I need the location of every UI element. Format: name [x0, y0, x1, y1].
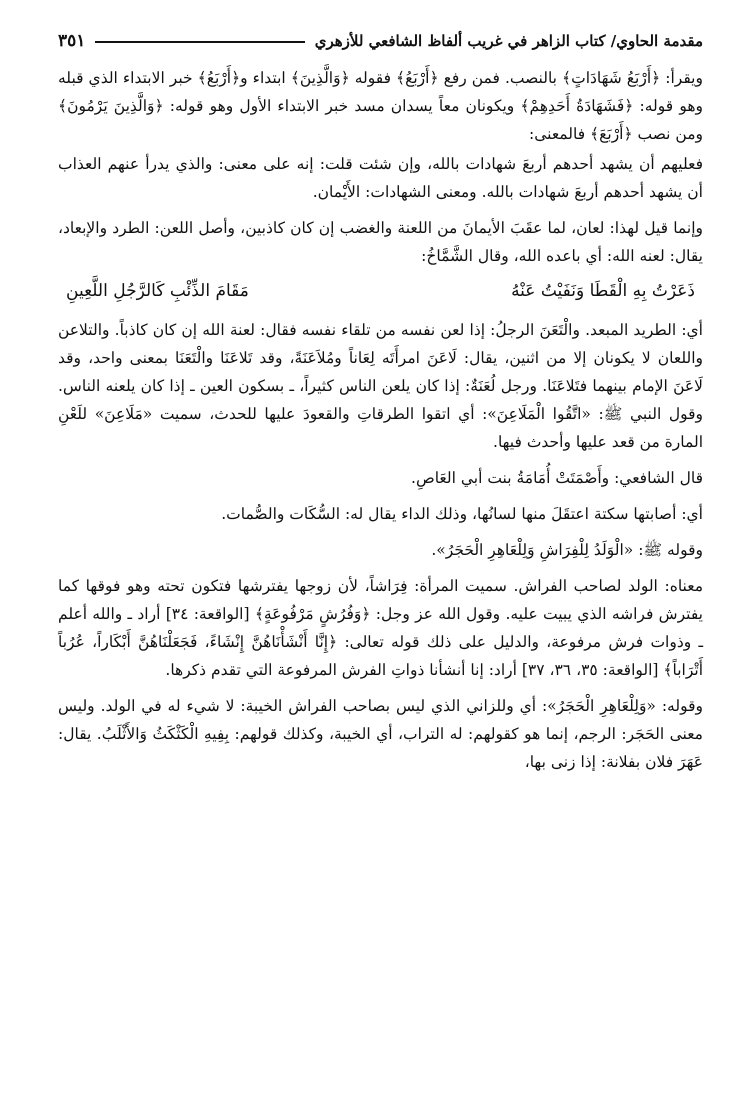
verse-hemistich-second: مَقَامَ الذِّئْبِ كَالرَّجُلِ اللَّعِينِ	[66, 281, 249, 301]
paragraph: أي: الطريد المبعد. والْتَعَنَ الرجلُ: إذا لعن نفسه من تلقاء نفسه فقال: لعنة الله إن كان كاذباً. والتلاعن واللعان لا يكونان إلا من اثنين، يقال: لَاعَنَ امرأَتَه لِعَاناً ومُلاَعَنَةً، وقد تَلاعَنَا والْتَعَنَا بمعنى واحد، وقد لَاعَنَ الإمام بينهما فتَلاعَنَا. ورجل لُعَنَةٌ: إذا كان يلعن الناس كثيراً، ـ بسكون العين ـ إذا كان يلعنه الناس. وقول النبي ﷺ: «اتَّقُوا الْمَلَاعِنَ»: أي اتقوا الطرقاتِ والقعودَ عليها للحدث، سميت «مَلَاعِنَ» للَعْنِ المارة من قعد عليها وأحدث فيها.	[58, 321, 703, 451]
paragraph: معناه: الولد لصاحب الفراش. سميت المرأة: فِرَاشاً، لأن زوجها يفترشها فتكون تحته وهو فوقها كما يفترش فراشه الذي يبيت عليه. وقول الله عز وجل: ﴿وَفُرُشٍ مَرْفُوعَةٍ﴾ [الواقعة: ٣٤] أراد ـ والله أعلم ـ وذوات فرش مرفوعة، والدليل على ذلك قوله تعالى: ﴿إِنَّا أَنْشَأْنَاهُنَّ إِنْشَاءً، فَجَعَلْنَاهُنَّ أَبْكَاراً، عُرُباً أَتْرَاباً﴾ [الواقعة: ٣٥، ٣٦، ٣٧] أراد: إنا أنشأنا ذواتِ الفرش المرفوعة التي تقدم ذكرها.	[58, 577, 703, 679]
paragraph: وقوله ﷺ: «الْوَلَدُ لِلْفِرَاشِ وَلِلْعَاهِرِ الْحَجَرُ».	[431, 541, 703, 559]
page-body	[58, 64, 703, 776]
poetry-verse	[58, 276, 703, 306]
paragraph: فعليهم أن يشهد أحدهم أربعَ شهادات بالله، وإن شئت قلت: إنه على معنى: والذي يدرأ عنهم العذاب أن يشهد أحدهم أربعَ شهادات بالله. ومعنى الشهادات: الأَيْمان.	[58, 155, 703, 201]
paragraph: وإنما قيل لهذا: لعان، لما عقَبَ الأيمانَ من اللعنة والغضب إن كان كاذبين، وأصل اللعن: الطرد والإبعاد، يقال: لعنه الله: أي باعده الله، وقال الشَّمَّاخُ:	[58, 219, 703, 265]
paragraph: وقوله: «وَلِلْعَاهِرِ الْحَجَرُ»: أي وللزاني الذي ليس بصاحب الفراش الخيبة: لا شيء له في الولد. وليس معنى الحَجَر: الرجم، إنما هو كقولهم: له التراب، أي الخيبة، وكذلك قولهم: بِفِيهِ الْكَثْكَثُ وَالأَثْلَبُ. يقال: عَهَرَ فلان بفلانة: إذا زنى بها،	[58, 697, 703, 771]
running-header	[58, 26, 703, 56]
header-rule	[95, 41, 304, 43]
paragraph: قال الشافعي: وأَصْمَتَتْ أُمَامَةُ بنت أبي العَاصِ.	[411, 469, 703, 487]
paragraph: ويقرأ: ﴿أَرْبَعُ شَهَادَاتٍ﴾ بالنصب. فمن رفع ﴿أَرْبَعُ﴾ فقوله ﴿وَالَّذِينَ﴾ ابتداء و﴿أَرْبَعُ﴾ خبر الابتداء الذي قبله وهو قوله: ﴿فَشَهَادَةُ أَحَدِهِمْ﴾ ويكونان معاً يسدان مسد خبر الابتداء الأول وهو قوله: ﴿وَالَّذِينَ يَرْمُونَ﴾ ومن نصب ﴿أَرْبَعَ﴾ فالمعنى:	[58, 69, 703, 143]
running-title: مقدمة الحاوي/ كتاب الزاهر في غريب ألفاظ الشافعي للأزهري	[314, 32, 703, 50]
verse-hemistich-first: ذَعَرْتُ بِهِ الْقَطَا وَنَفَيْتُ عَنْهُ	[511, 281, 695, 301]
page-number: ٣٥١	[58, 31, 86, 51]
paragraph: أي: أصابتها سكتة اعتقَلَ منها لسانُها، وذلك الداء يقال له: السُّكَات والصُّمات.	[221, 505, 703, 523]
